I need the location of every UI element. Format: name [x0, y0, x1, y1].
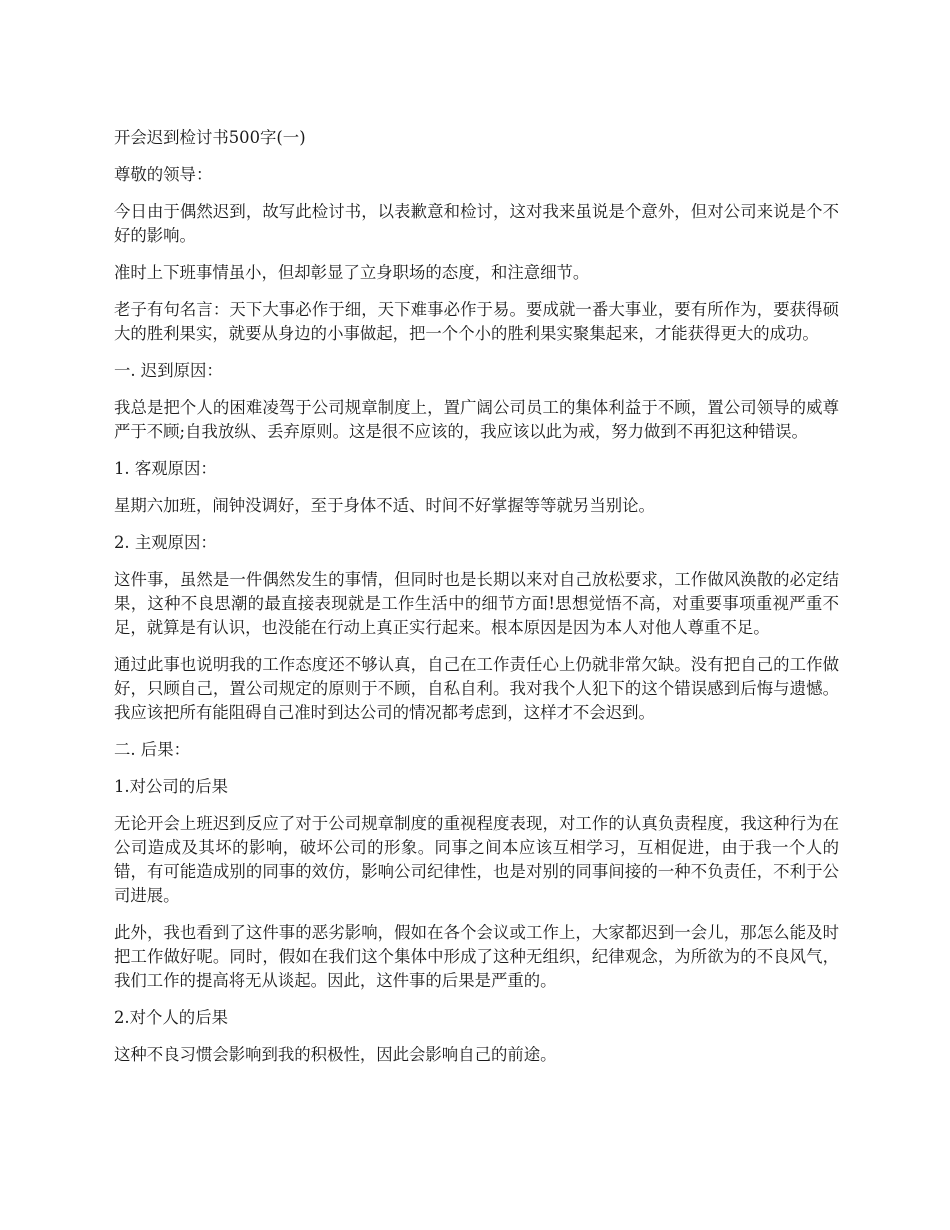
- section-heading: 二. 后果：: [114, 740, 190, 759]
- paragraph: 星期六加班，闹钟没调好，至于身体不适、时间不好掌握等等就另当别论。: [114, 496, 655, 515]
- paragraph: 通过此事也说明我的工作态度还不够认真，自己在工作责任心上仍就非常欠缺。没有把自己的工作做好，只顾自己，置公司规定的原则于不顾，自私自利。我对我个人犯下的这个错误感到后悔与遗憾。我应该把所有能阻碍自己准时到达公司的情况都考虑到，这样才不会迟到。: [114, 655, 839, 722]
- paragraph: 今日由于偶然迟到，故写此检讨书，以表歉意和检讨，这对我来虽说是个意外，但对公司来说是个不好的影响。: [114, 202, 839, 245]
- paragraph: 这件事，虽然是一件偶然发生的事情，但同时也是长期以来对自己放松要求，工作做风涣散的必定结果，这种不良思潮的最直接表现就是工作生活中的细节方面!思想觉悟不高，对重要事项重视严重不足，就算是有认识，也没能在行动上真正实行起来。根本原因是因为本人对他人尊重不足。: [114, 570, 839, 637]
- subsection-heading: 1.对公司的后果: [114, 777, 228, 796]
- subsection-heading: 2. 主观原因：: [114, 533, 217, 552]
- paragraph: 此外，我也看到了这件事的恶劣影响，假如在各个会议或工作上，大家都迟到一会儿，那怎么能及时把工作做好呢。同时，假如在我们这个集体中形成了这种无组织，纪律观念，为所欲为的不良风气，我们工作的提高将无从谈起。因此，这件事的后果是严重的。: [114, 923, 839, 990]
- paragraph: 准时上下班事情虽小，但却彰显了立身职场的态度，和注意细节。: [114, 263, 590, 282]
- salutation: 尊敬的领导：: [114, 165, 213, 184]
- section-heading: 一. 迟到原因：: [114, 361, 223, 380]
- document-title: 开会迟到检讨书500字(一): [114, 128, 306, 147]
- document-page: [114, 126, 839, 1080]
- paragraph: 我总是把个人的困难凌驾于公司规章制度上，置广阔公司员工的集体利益于不顾，置公司领导的威尊严于不顾;自我放纵、丢弃原则。这是很不应该的，我应该以此为戒，努力做到不再犯这种错误。: [114, 398, 839, 441]
- paragraph: 无论开会上班迟到反应了对于公司规章制度的重视程度表现，对工作的认真负责程度，我这种行为在公司造成及其坏的影响，破坏公司的形象。同事之间本应该互相学习，互相促进，由于我一个人的错，有可能造成别的同事的效仿，影响公司纪律性，也是对别的同事间接的一种不负责任，不利于公司进展。: [114, 814, 839, 905]
- subsection-heading: 1. 客观原因：: [114, 459, 217, 478]
- subsection-heading: 2.对个人的后果: [114, 1008, 228, 1027]
- paragraph: 这种不良习惯会影响到我的积极性，因此会影响自己的前途。: [114, 1045, 557, 1064]
- paragraph: 老子有句名言：天下大事必作于细，天下难事必作于易。要成就一番大事业，要有所作为，要获得硕大的胜利果实，就要从身边的小事做起，把一个个小的胜利果实聚集起来，才能获得更大的成功。: [114, 300, 839, 343]
